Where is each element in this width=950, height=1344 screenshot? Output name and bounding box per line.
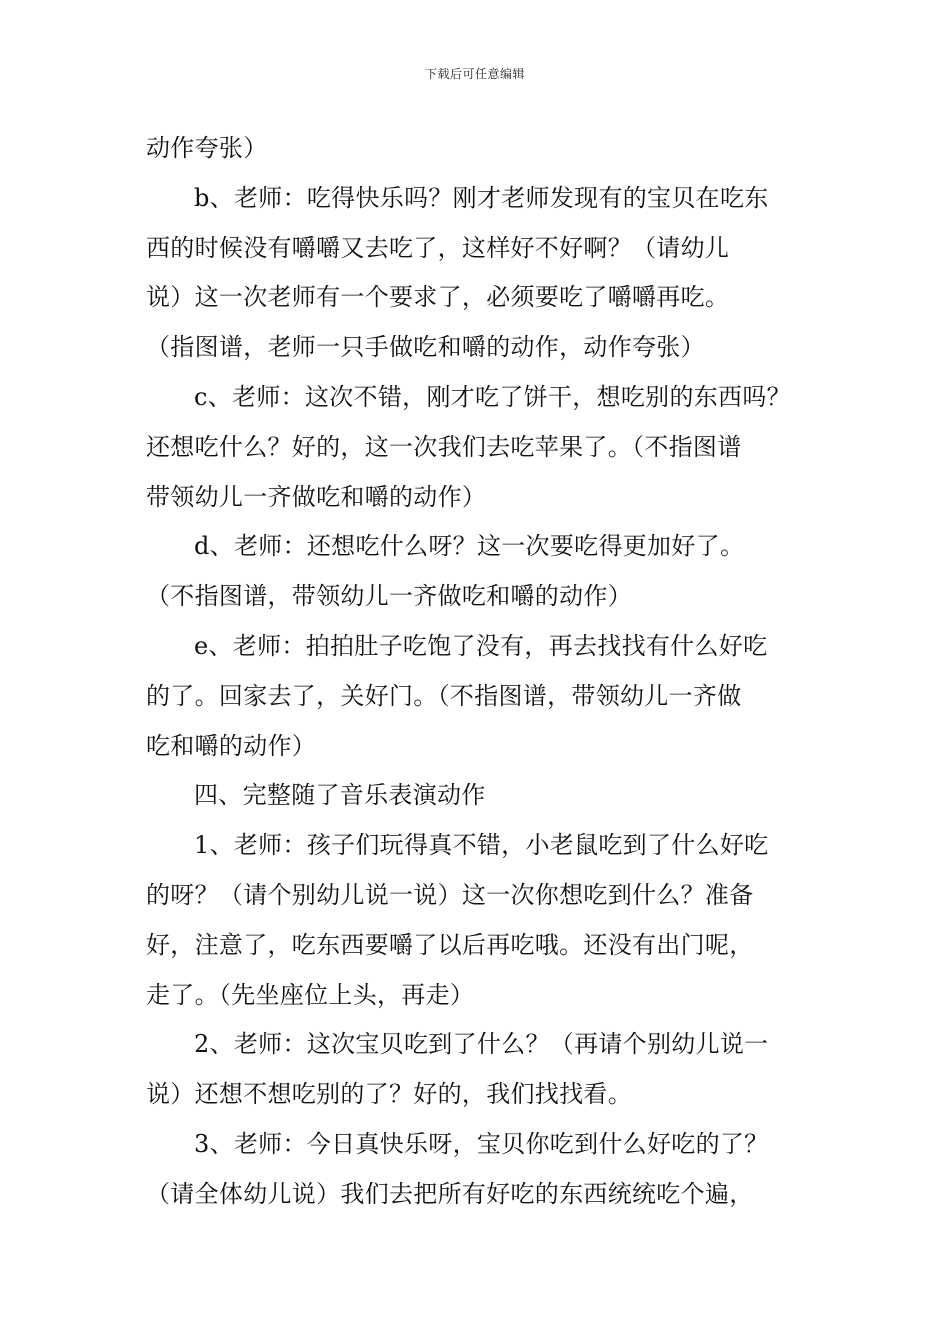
text-line: 3、老师：今日真快乐呀，宝贝你吃到什么好吃的了？ <box>194 1129 769 1158</box>
text-line: d、老师：还想吃什么呀？这一次要吃得更加好了。 <box>194 532 745 561</box>
text-line: 说）还想不想吃别的了？好的，我们找找看。 <box>146 1080 632 1109</box>
text-line: b、老师：吃得快乐吗？刚才老师发现有的宝贝在吃东 <box>194 183 769 212</box>
text-line: 的呀？（请个别幼儿说一说）这一次你想吃到什么？准备 <box>146 880 754 909</box>
document-body <box>146 124 808 1220</box>
text-line: （请全体幼儿说）我们去把所有好吃的东西统统吃个遍， <box>146 1179 754 1208</box>
text-line: 2、老师：这次宝贝吃到了什么？（再请个别幼儿说一 <box>194 1030 769 1059</box>
text-line: 四、完整随了音乐表演动作 <box>194 781 486 810</box>
text-line: （不指图谱，带领幼儿一齐做吃和嚼的动作） <box>146 582 632 611</box>
text-line: （指图谱，老师一只手做吃和嚼的动作，动作夸张） <box>146 333 705 362</box>
text-line: 还想吃什么？好的，这一次我们去吃苹果了。（不指图谱 <box>146 432 742 461</box>
text-line: 带领幼儿一齐做吃和嚼的动作） <box>146 482 487 511</box>
text-line: 吃和嚼的动作） <box>146 731 317 760</box>
text-line: 走了。（先坐座位上头，再走） <box>146 980 475 1009</box>
text-line: 说）这一次老师有一个要求了，必须要吃了嚼嚼再吃。 <box>146 283 730 312</box>
text-line: 的了。回家去了，关好门。（不指图谱，带领幼儿一齐做 <box>146 681 742 710</box>
text-line: 动作夸张） <box>146 134 268 162</box>
text-line: 1、老师：孩子们玩得真不错，小老鼠吃到了什么好吃 <box>194 831 769 860</box>
page-header: 下载后可任意编辑 <box>424 67 525 81</box>
text-line: 好，注意了，吃东西要嚼了以后再吃哦。还没有出门呢， <box>146 930 754 959</box>
text-line: c、老师：这次不错，刚才吃了饼干，想吃别的东西吗？ <box>194 382 791 411</box>
text-line: e、老师：拍拍肚子吃饱了没有，再去找找有什么好吃 <box>194 631 768 660</box>
text-line: 西的时候没有嚼嚼又去吃了，这样好不好啊？（请幼儿 <box>146 233 730 262</box>
